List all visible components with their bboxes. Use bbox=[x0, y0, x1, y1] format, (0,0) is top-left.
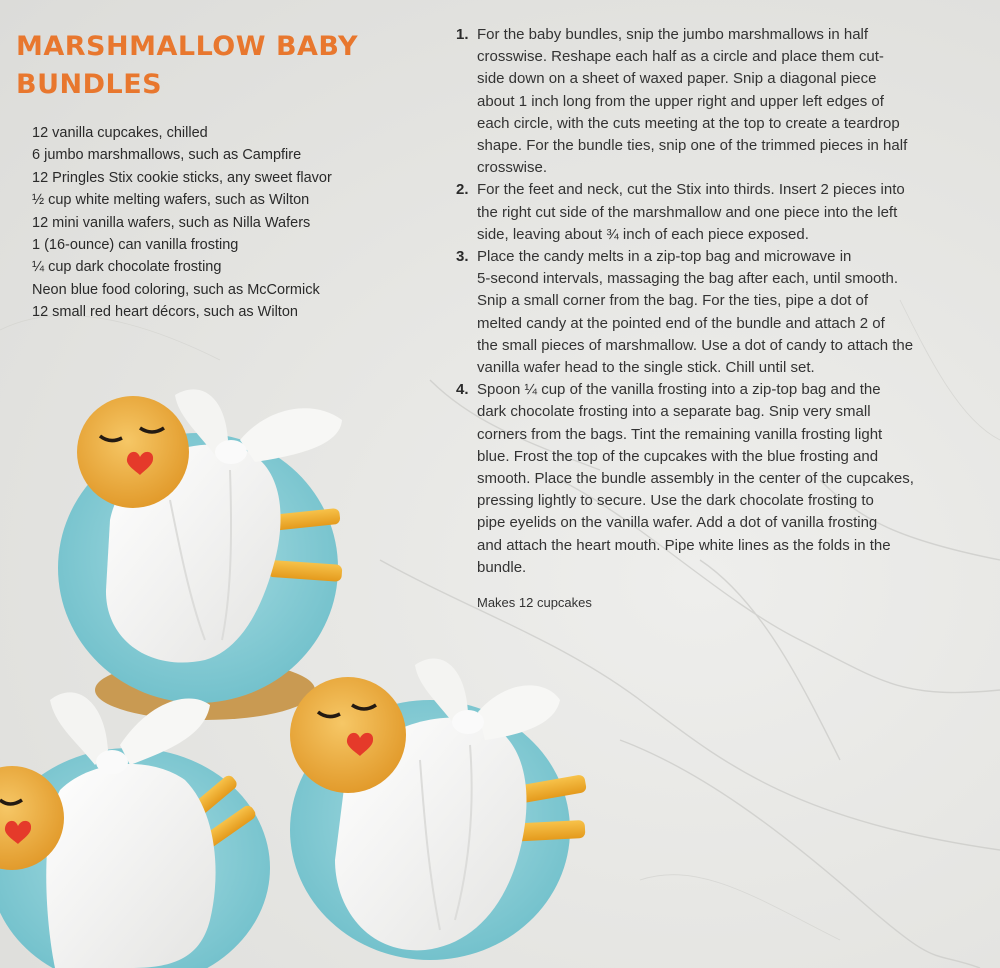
step-line: For the feet and neck, cut the Stix into thirds. Insert 2 pieces into bbox=[477, 181, 905, 199]
step-line: melted candy at the pointed end of the bundle and attach 2 of bbox=[477, 314, 885, 332]
ingredient-item: ¼ cup dark chocolate frosting bbox=[32, 259, 222, 276]
step-line: pipe eyelids on the vanilla wafer. Add a dot of vanilla frosting bbox=[477, 514, 878, 532]
step-line: pressing lightly to secure. Use the dark chocolate frosting to bbox=[477, 492, 874, 510]
step-line: shape. For the bundle ties, snip one of the trimmed pieces in half bbox=[477, 137, 908, 155]
step-line: 5-second intervals, massaging the bag after each, until smooth. bbox=[477, 270, 899, 288]
step-line: crosswise. Reshape each half as a circle and place them cut- bbox=[477, 48, 884, 66]
instruction-step bbox=[456, 246, 976, 379]
step-line: side, leaving about ¾ inch of each piece exposed. bbox=[477, 225, 809, 243]
step-line: blue. Frost the top of the cupcakes with the blue frosting and bbox=[477, 447, 879, 465]
ingredient-list bbox=[32, 122, 412, 324]
step-line: For the baby bundles, snip the jumbo marshmallows in half bbox=[477, 26, 869, 43]
recipe-yield: Makes 12 cupcakes bbox=[477, 595, 592, 610]
step-line: the right cut side of the marshmallow and one piece into the left bbox=[477, 203, 898, 221]
step-line: the small pieces of marshmallow. Use a dot of candy to attach the bbox=[477, 336, 914, 354]
ingredient-item: 6 jumbo marshmallows, such as Campfire bbox=[32, 147, 302, 164]
step-line: vanilla wafer head to the single stick. Chill until set. bbox=[477, 359, 815, 377]
cupcake-photo bbox=[0, 370, 620, 968]
step-line: dark chocolate frosting into a separate bag. Snip very small bbox=[477, 403, 871, 421]
ingredient-item: Neon blue food coloring, such as McCormick bbox=[32, 281, 320, 298]
recipe-title: MARSHMALLOW BABY BUNDLES bbox=[16, 31, 359, 100]
cupcake-3 bbox=[290, 659, 587, 960]
step-line: about 1 inch long from the upper right and upper left edges of bbox=[477, 92, 884, 110]
step-line: corners from the bags. Tint the remaining vanilla frosting light bbox=[477, 425, 883, 443]
step-line: Spoon ¼ cup of the vanilla frosting into a zip-top bag and the bbox=[477, 381, 881, 399]
step-line: smooth. Place the bundle assembly in the center of the cupcakes, bbox=[477, 470, 914, 488]
ingredient-item: 12 small red heart décors, such as Wilton bbox=[32, 304, 298, 321]
step-line: Place the candy melts in a zip-top bag and microwave in bbox=[477, 248, 852, 266]
ingredient-item: 1 (16-ounce) can vanilla frosting bbox=[32, 237, 239, 254]
step-line: crosswise. bbox=[477, 159, 548, 177]
step-line: and attach the heart mouth. Pipe white lines as the folds in the bbox=[477, 536, 891, 554]
step-number: 1. bbox=[456, 26, 469, 43]
cupcake-1 bbox=[58, 389, 342, 720]
step-line: Snip a small corner from the bag. For the ties, pipe a dot of bbox=[477, 292, 869, 310]
cupcake-2 bbox=[0, 692, 270, 968]
step-number: 2. bbox=[456, 181, 469, 199]
step-number: 4. bbox=[456, 381, 469, 399]
instruction-step bbox=[456, 179, 976, 246]
ingredient-item: 12 vanilla cupcakes, chilled bbox=[32, 125, 208, 141]
ingredient-item: 12 mini vanilla wafers, such as Nilla Wafers bbox=[32, 214, 311, 231]
step-line: each circle, with the cuts meeting at the top to create a teardrop bbox=[477, 114, 900, 132]
ingredient-item: ½ cup white melting wafers, such as Wilton bbox=[32, 192, 310, 209]
step-number: 3. bbox=[456, 248, 469, 266]
ingredient-item: 12 Pringles Stix cookie sticks, any sweet flavor bbox=[32, 169, 332, 186]
step-line: side down on a sheet of waxed paper. Snip a diagonal piece bbox=[477, 70, 877, 88]
step-line: bundle. bbox=[477, 558, 527, 576]
instruction-step bbox=[456, 24, 976, 179]
